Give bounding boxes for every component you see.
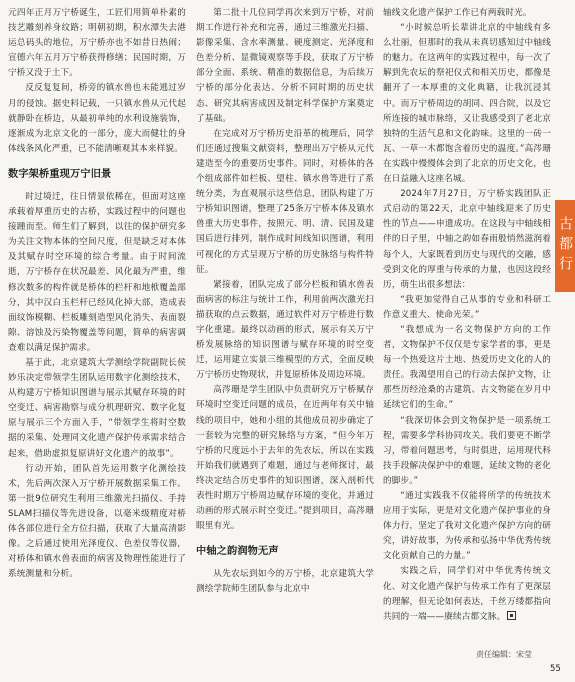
article-column-2 xyxy=(196,6,374,597)
end-mark-icon xyxy=(507,611,516,620)
paragraph: 基于此，北京建筑大学测绘学院副院长侯妙乐决定带领学生团队运用数字化测绘技术，从构建万宁桥知识图谱与展示其赋存环境的时空变迁、病害勘察与成分机理研究、数字化复原与展示三个方面入手，“带领学生将时空数据的采集、处理同文化遗产保护传承需求结合起来，借助虚拟复原讲好文化遗产的故事”。 xyxy=(8,357,186,459)
section-heading: 中轴之韵润物无声 xyxy=(196,545,279,558)
paragraph: 2024年7月27日，万宁桥实践团队正式启动的第22天，北京中轴线迎来了历史性的节点——申遗成功。在这段与中轴线相伴的日子里，中轴之韵如春雨般悄然滋润着每个人，大家既看到历史与现代的交融，感受到文化的厚重与传承的力量，也因这段经历，萌生出很多想法： xyxy=(383,189,551,290)
article-column-3 xyxy=(383,6,551,625)
paragraph: 高涔珊是学生团队中负责研究万宁桥赋存环境时空变迁问题的成员，在近两年有关中轴线的项目中，她和小组的其他成员初步确定了一套较为完整的研究脉络与方案，“但今年万宁桥的尺度远小于去年的先农坛，所以在实践开始我们就遇到了难题，通过与老师探讨，最终决定结合历史事件的知识图谱，深入剖析代表性时期万宁桥周边赋存环境的变化，并通过动画的形式展示时空变迁。”提到项目，高涔珊眼里有光。 xyxy=(196,385,374,532)
paragraph: 反反复复间，桥旁的镇水兽也未能逃过岁月的侵蚀。据史料记载，一只镇水兽从元代起就静卧在桥边，从最初单纯的水利设施装饰，逐渐成为北京文化的一部分，庞大而健壮的身体线条风化严重，已不能清晰观其本来样貌。 xyxy=(8,83,186,154)
paragraph: 时过境迁，往日情景依稀在，但面对这座承载着厚重历史的古桥，实践过程中的问题也接踵而至。师生们了解到，以往的保护研究多为关注文物本体的空间尺度，但是缺乏对本体及其赋存时空环境的综合考量。由于时间流逝，万宁桥存在状况最差、风化最为严重，维修次数多的构件就是桥体的栏杆和地栿覆盖部分，其中汉白玉栏杆已经风化掉大部，造成表面纹饰模糊、栏板雕刻造型风化消失、表面裂隙、溶蚀及污染物覆盖等问题，简单的病害调查难以满足保护需求。 xyxy=(8,191,186,353)
paragraph xyxy=(383,564,551,624)
paragraph: 在完成对万宁桥历史沿革的梳理后，同学们还通过搜集文献资料，整理出万宁桥从元代建造至今的重要历史事件。同时，对桥体的各个组成部件如栏板、望柱、镇水兽等进行了系统分类，为直观展示这些信息，团队构建了万宁桥知识图谱，整理了25条万宁桥本体及镇水兽重大历史事件，按照元、明、清、民国及建国后进行排列，制作成时间线知识图谱，利用可视化的方式呈现万宁桥的历史脉络与构件特征。 xyxy=(196,128,374,275)
paragraph: 元四年正月万宁桥诞生，工匠们用简单朴素的技艺雕刻养身纹路；明朝初期，积水潭失去港运总码头的地位，万宁桥亦也不如昔日热闹；宣德六年五月万宁桥获得修缮；民国时期，万宁桥又没于土下。 xyxy=(8,8,186,79)
quote-paragraph: “我更加觉得自己从事的专业和科研工作意义重大、使命光荣。” xyxy=(383,294,551,320)
page-number: 55 xyxy=(550,664,561,674)
section-heading: 数字架桥重现万宁旧景 xyxy=(8,167,112,180)
editor-credit: 责任编辑：宋莹 xyxy=(476,650,532,659)
quote-paragraph: “通过实践我不仅能将所学的传统技术应用于实际，更是对文化遗产保护事业的身体力行，坚定了我对文化遗产保护方向的研究，讲好故事，为传承和弘扬中华优秀传统文化贡献自己的力量。” xyxy=(383,491,551,562)
quote-paragraph: “我想成为一名文物保护方向的工作者，文物保护不仅仅是专家学者的事，更是每一个热爱这片土地、热爱历史文化的人的责任。我渴望用自己的行动去保护文物，让那些历经沧桑的古建筑、古文物能在岁月中延续它们的生命。” xyxy=(383,324,551,411)
quote-paragraph: “我深切体会到文物保护是一项系统工程，需要多学科协同攻关。我们要更不断学习，带着问题思考，与时俱进，运用现代科技手段解决保护中的难题，延续文物的老化的脚步。” xyxy=(383,415,551,486)
paragraph: “小时候总听长辈讲北京的中轴线有多么壮丽，但那时的我从未真切感知过中轴线的魅力。在这两年的实践过程中，每一次了解到先农坛的祭祀仪式和相关历史，都像是翻开了一本厚重的文化典籍，让我沉浸其中。而万宁桥周边的胡同、四合院，以及它所连接的城市脉络，又让我感受到了老北京独特的生活气息和文化韵味。这里的一砖一瓦、一草一木都饱含着历史的温度。”高涔珊在实践中慢慢体会到了北京的历史文化，也在日益融入这座名城。 xyxy=(383,23,551,185)
paragraph: 行动开始，团队首先运用数字化测绘技术，先后两次深入万宁桥开展数据采集工作。第一批9位研究生利用三维激光扫描仪、手持SLAM扫描仪等先进设备，以毫米级精度对桥体各部位进行全方位扫描，获取了大量高清影像。之后通过使用光泽度仪、色差仪等仪器，对桥体和镇水兽表面的病害及物理性能进行了系统测量和分析。 xyxy=(8,463,186,580)
paragraph: 紧接着，团队完成了部分栏板和镇水兽表面病害的标注与统计工作，利用前两次激光扫描获取的点云数据，通过软件对万宁桥进行数字化重建。最终以动画的形式，展示有关万宁桥发展脉络的知识图谱与赋存环境的时空变迁，运用建立实景三维模型的方式，全面反映万宁桥历史物现状，并复原桥体及周边环境。 xyxy=(196,279,374,381)
article-column-1 xyxy=(8,6,186,582)
final-paragraph-text: 实践之后，同学们对中华优秀传统文化、对文化遗产保护与传承工作有了更深层的理解，但无论如何表达，千丝万缕都指向共同的一端——赓续古都文脉。 xyxy=(383,566,551,622)
section-tab: 古都行 xyxy=(555,200,575,292)
paragraph: 从先农坛到如今的万宁桥，北京建筑大学测绘学院师生团队参与北京中 xyxy=(196,569,374,595)
paragraph: 第二批十几位同学再次来到万宁桥，对前期工作进行补充和完善，通过三维激光扫描、影像采集、含水率测量、硬度测定、光泽度和色差分析、显微镜观察等手段，获取了万宁桥部分全面、系统、精准的数据信息，为后续万宁桥的部分化表达、分析不同时期的历史状态、研究其病害成因及制定科学保护方案奠定了基础。 xyxy=(196,8,374,124)
paragraph: 轴线文化遗产保护工作已有两载时光。 xyxy=(383,8,532,18)
